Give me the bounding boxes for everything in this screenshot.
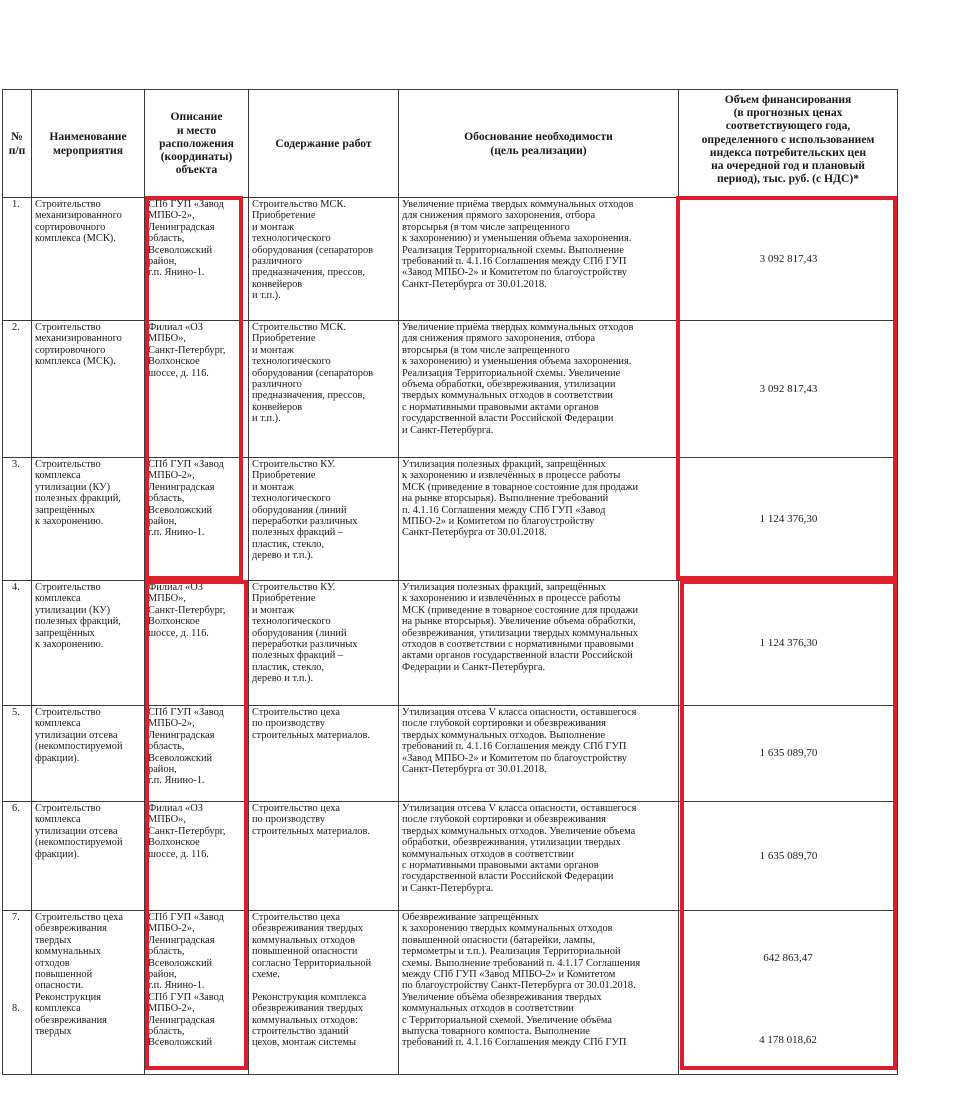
object-location: СПб ГУП «Завод МПБО-2», Ленинградская область, Всеволожский район, г.п. Янино-1.: [145, 458, 249, 581]
table-row: [3, 911, 898, 1075]
row-number: 1.: [3, 198, 32, 321]
header-name: Наименование мероприятия: [32, 90, 145, 198]
object-location: СПб ГУП «Завод МПБО-2», Ленинградская область, Всеволожский район, г.п. Янино-1.: [145, 706, 249, 802]
works-content: Строительство МСК. Приобретение и монтаж технологического оборудования (сепараторов различного предназначения, прессов, конвейеров и т.п.).: [249, 198, 399, 321]
financing-amount: 4 178 018,62: [759, 1034, 817, 1046]
purpose-text: Утилизация отсева V класса опасности, оставшегося после глубокой сортировки и обезвреживания твердых коммунальных отходов. Увеличение объема обработки, обезвреживания, утилизации твердых коммунальных отходов в соответствии с нормативными правовыми актами органов государственной власти Российской Федерации и Санкт-Петербурга.: [399, 802, 679, 911]
works-content: Строительство КУ. Приобретение и монтаж технологического оборудования (линий переработки различных полезных фракций – пластик, стекло, дерево и т.п.).: [249, 458, 399, 581]
works-content: Строительство МСК. Приобретение и монтаж технологического оборудования (сепараторов различного предназначения, прессов, конвейеров и т.п.).: [249, 321, 399, 458]
table-row: [3, 321, 898, 458]
row-number: 6.: [3, 802, 32, 911]
header-location: Описание и место расположения (координаты) объекта: [145, 90, 249, 198]
table-row: [3, 198, 898, 321]
event-name: Строительство цеха обезвреживания твердых коммунальных отходов повышенной опасности. Реконструкция комплекса обезвреживания твердых: [32, 911, 145, 1075]
table-header-row: [3, 90, 898, 198]
row-number: 2.: [3, 321, 32, 458]
table-row: [3, 802, 898, 911]
object-location: Филиал «ОЗ МПБО», Санкт-Петербург, Волхонское шоссе, д. 116.: [145, 581, 249, 706]
event-name: Строительство механизированного сортировочного комплекса (МСК).: [32, 321, 145, 458]
financing-amount: 1 124 376,30: [679, 581, 898, 706]
event-name: Строительство комплекса утилизации отсева (некомпостируемой фракции).: [32, 802, 145, 911]
object-location: СПб ГУП «Завод МПБО-2», Ленинградская область, Всеволожский район, г.п. Янино-1. СПб ГУП «Завод МПБО-2», Ленинградская область, Всеволожский: [145, 911, 249, 1075]
event-name: Строительство комплекса утилизации отсева (некомпостируемой фракции).: [32, 706, 145, 802]
financing-amount: 3 092 817,43: [679, 198, 898, 321]
table-row: [3, 581, 898, 706]
table-row: [3, 458, 898, 581]
financing-amount: 1 635 089,70: [679, 706, 898, 802]
financing-amount: 1 635 089,70: [679, 802, 898, 911]
purpose-text: Утилизация полезных фракций, запрещённых к захоронению и извлечённых в процессе работы МСК (приведение в товарное состояние для продажи на рынке вторсырья). Увеличение объема обработки, обезвреживания, утилизации твердых коммунальных отходов в соответствии с нормативными правовыми актами органов государственной власти Российской Федерации и Санкт-Петербурга.: [399, 581, 679, 706]
financing-amount-pair: [679, 911, 898, 1075]
purpose-text: Увеличение приёма твердых коммунальных отходов для снижения прямого захоронения, отбора вторсырья (в том числе запрещенного к захоронению) и уменьшения объема захоронения. Реализация Территориальной схемы. Выполнение требований п. 4.1.16 Соглашения между СПб ГУП «Завод МПБО-2» и Комитетом по благоустройству Санкт-Петербурга от 30.01.2018.: [399, 198, 679, 321]
header-financing: Объем финансирования (в прогнозных ценах соответствующего года, определенного с использованием индекса потребительских цен на очередной год и плановый период), тыс. руб. (с НДС)*: [679, 90, 898, 198]
works-content: Строительство КУ. Приобретение и монтаж технологического оборудования (линий переработки различных полезных фракций – пластик, стекло, дерево и т.п.).: [249, 581, 399, 706]
investment-program-table: [2, 89, 898, 1075]
works-content: Строительство цеха по производству строительных материалов.: [249, 706, 399, 802]
row-number: 3.: [3, 458, 32, 581]
header-number: № п/п: [3, 90, 32, 198]
header-purpose: Обоснование необходимости (цель реализации): [399, 90, 679, 198]
purpose-text: Утилизация полезных фракций, запрещённых к захоронению и извлечённых в процессе работы МСК (приведение в товарное состояние для продажи на рынке вторсырья). Выполнение требований п. 4.1.16 Соглашения между СПб ГУП «Завод МПБО-2» и Комитетом по благоустройству Санкт-Петербурга от 30.01.2018.: [399, 458, 679, 581]
event-name: Строительство комплекса утилизации (КУ) полезных фракций, запрещённых к захоронению.: [32, 458, 145, 581]
financing-amount: 1 124 376,30: [679, 458, 898, 581]
purpose-text: Утилизация отсева V класса опасности, оставшегося после глубокой сортировки и обезвреживания твердых коммунальных отходов. Выполнение требований п. 4.1.16 Соглашения между СПб ГУП «Завод МПБО-2» и Комитетом по благоустройству Санкт-Петербурга от 30.01.2018.: [399, 706, 679, 802]
works-content: Строительство цеха по производству строительных материалов.: [249, 802, 399, 911]
table-row: [3, 706, 898, 802]
purpose-text: Обезвреживание запрещённых к захоронению твердых коммунальных отходов повышенной опасности (батарейки, лампы, термометры и т.п.). Реализация Территориальной схемы. Выполнение требований п. 4.1.17 Соглашения между СПб ГУП «Завод МПБО-2» и Комитетом по благоустройству Санкт-Петербурга от 30.01.2018. Увеличение объёма обезвреживания твердых коммунальных отходов в соответствии с Территориальной схемой. Увеличение объёма выпуска товарного компоста. Выполнение требований п. 4.1.16 Соглашения между СПб ГУП: [399, 911, 679, 1075]
row-number: 5.: [3, 706, 32, 802]
header-works: Содержание работ: [249, 90, 399, 198]
document-page: [0, 89, 963, 1073]
event-name: Строительство комплекса утилизации (КУ) полезных фракций, запрещённых к захоронению.: [32, 581, 145, 706]
row-number: 4.: [3, 581, 32, 706]
object-location: Филиал «ОЗ МПБО», Санкт-Петербург, Волхонское шоссе, д. 116.: [145, 802, 249, 911]
financing-amount: 642 863,47: [763, 952, 813, 964]
purpose-text: Увеличение приёма твердых коммунальных отходов для снижения прямого захоронения, отбора вторсырья (в том числе запрещенного к захоронению) и уменьшения объема захоронения. Реализация Территориальной схемы. Увеличение объема обработки, обезвреживания, утилизации твердых коммунальных отходов в соответствии с нормативными правовыми актами органов государственной власти Российской Федерации и Санкт-Петербурга.: [399, 321, 679, 458]
financing-amount: 3 092 817,43: [679, 321, 898, 458]
works-content: Строительство цеха обезвреживания твердых коммунальных отходов повышенной опасности согласно Территориальной схеме. Реконструкция комплекса обезвреживания твердых коммунальных отходов: строительство зданий цехов, монтаж системы: [249, 911, 399, 1075]
object-location: Филиал «ОЗ МПБО», Санкт-Петербург, Волхонское шоссе, д. 116.: [145, 321, 249, 458]
event-name: Строительство механизированного сортировочного комплекса (МСК).: [32, 198, 145, 321]
row-number: 7. 8.: [3, 911, 32, 1075]
object-location: СПб ГУП «Завод МПБО-2», Ленинградская область, Всеволожский район, г.п. Янино-1.: [145, 198, 249, 321]
